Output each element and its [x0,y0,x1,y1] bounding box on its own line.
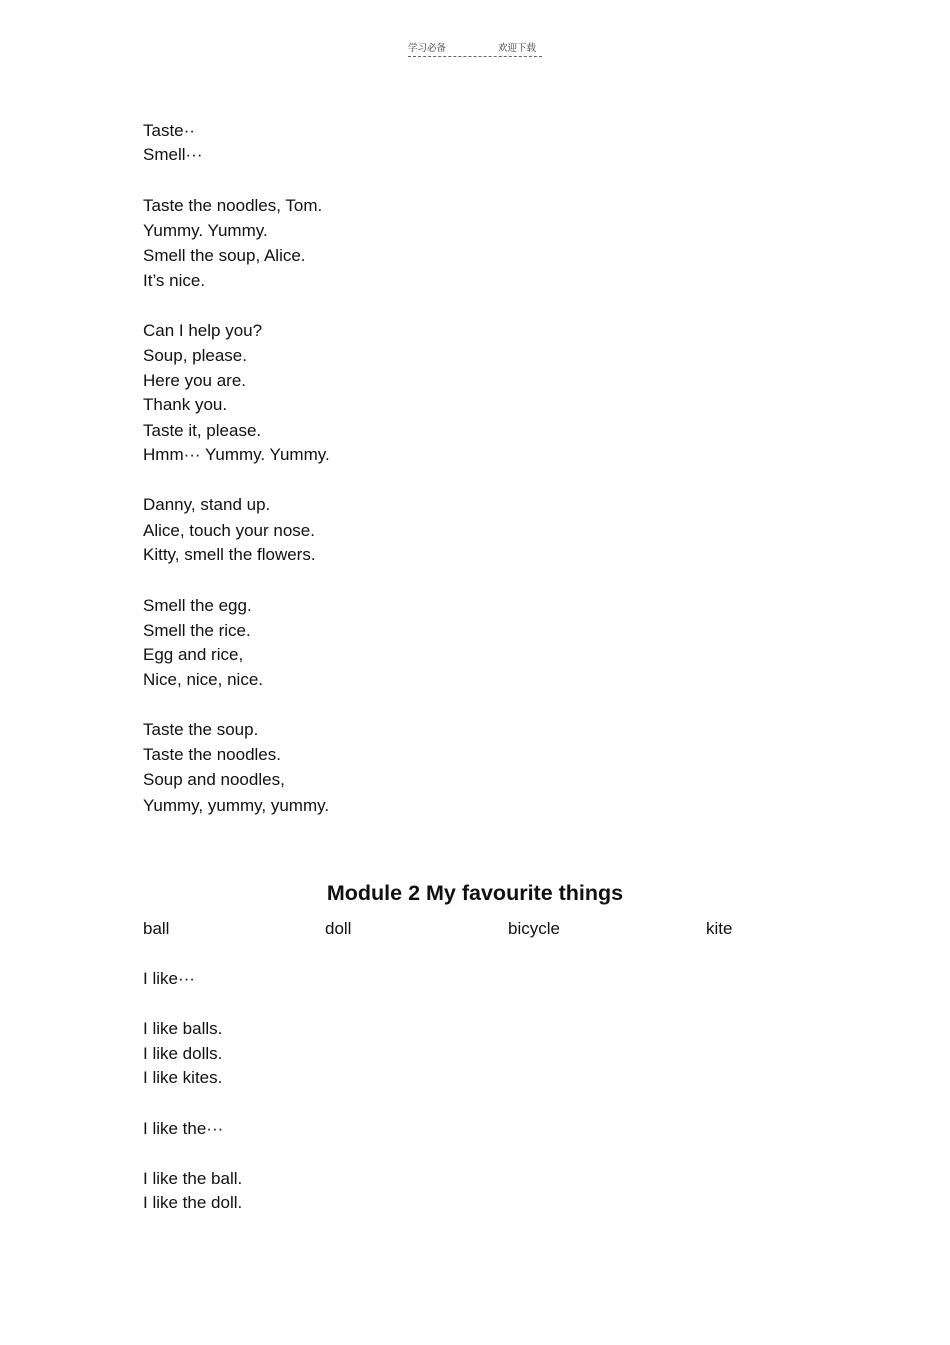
text-line: Taste·· [143,121,195,140]
text-line: I like dolls. [143,1044,223,1063]
text-line: Smell the rice. [143,621,251,640]
vocab-word: kite [706,919,733,938]
page-header [408,39,542,57]
text-line: Smell the soup, Alice. [143,246,306,265]
text-line: I like the doll. [143,1193,243,1212]
text-line: Taste the noodles, Tom. [143,196,323,215]
text-line: Yummy. Yummy. [143,221,268,240]
text-line: Smell··· [143,145,203,164]
text-line: It’s nice. [143,271,206,290]
text-line: I like the··· [143,1119,224,1138]
header-left-text: 学习必备 [408,43,447,54]
text-line: Taste the noodles. [143,745,281,764]
text-line: Thank you. [143,395,228,414]
text-line: Danny, stand up. [143,495,271,514]
text-line: Yummy, yummy, yummy. [143,796,330,815]
text-line: Hmm··· Yummy. Yummy. [143,445,330,464]
text-line: I like··· [143,969,195,988]
text-line: Can I help you? [143,321,263,340]
text-line: Soup and noodles, [143,770,285,789]
header-right-text: 欢迎下载 [498,43,537,54]
text-line: I like kites. [143,1068,223,1087]
text-line: Taste it, please. [143,421,262,440]
vocab-word: ball [143,919,170,938]
text-line: Soup, please. [143,346,247,365]
text-line: I like balls. [143,1019,223,1038]
text-line: Kitty, smell the flowers. [143,545,316,564]
text-line: Taste the soup. [143,720,259,739]
vocab-word: bicycle [508,919,560,938]
module-title: Module 2 My favourite things [326,881,624,905]
text-line: Egg and rice, [143,645,244,664]
text-line: I like the ball. [143,1169,243,1188]
text-line: Here you are. [143,371,246,390]
text-line: Nice, nice, nice. [143,670,263,689]
text-line: Smell the egg. [143,596,252,615]
text-line: Alice, touch your nose. [143,521,315,540]
vocab-word: doll [325,919,352,938]
